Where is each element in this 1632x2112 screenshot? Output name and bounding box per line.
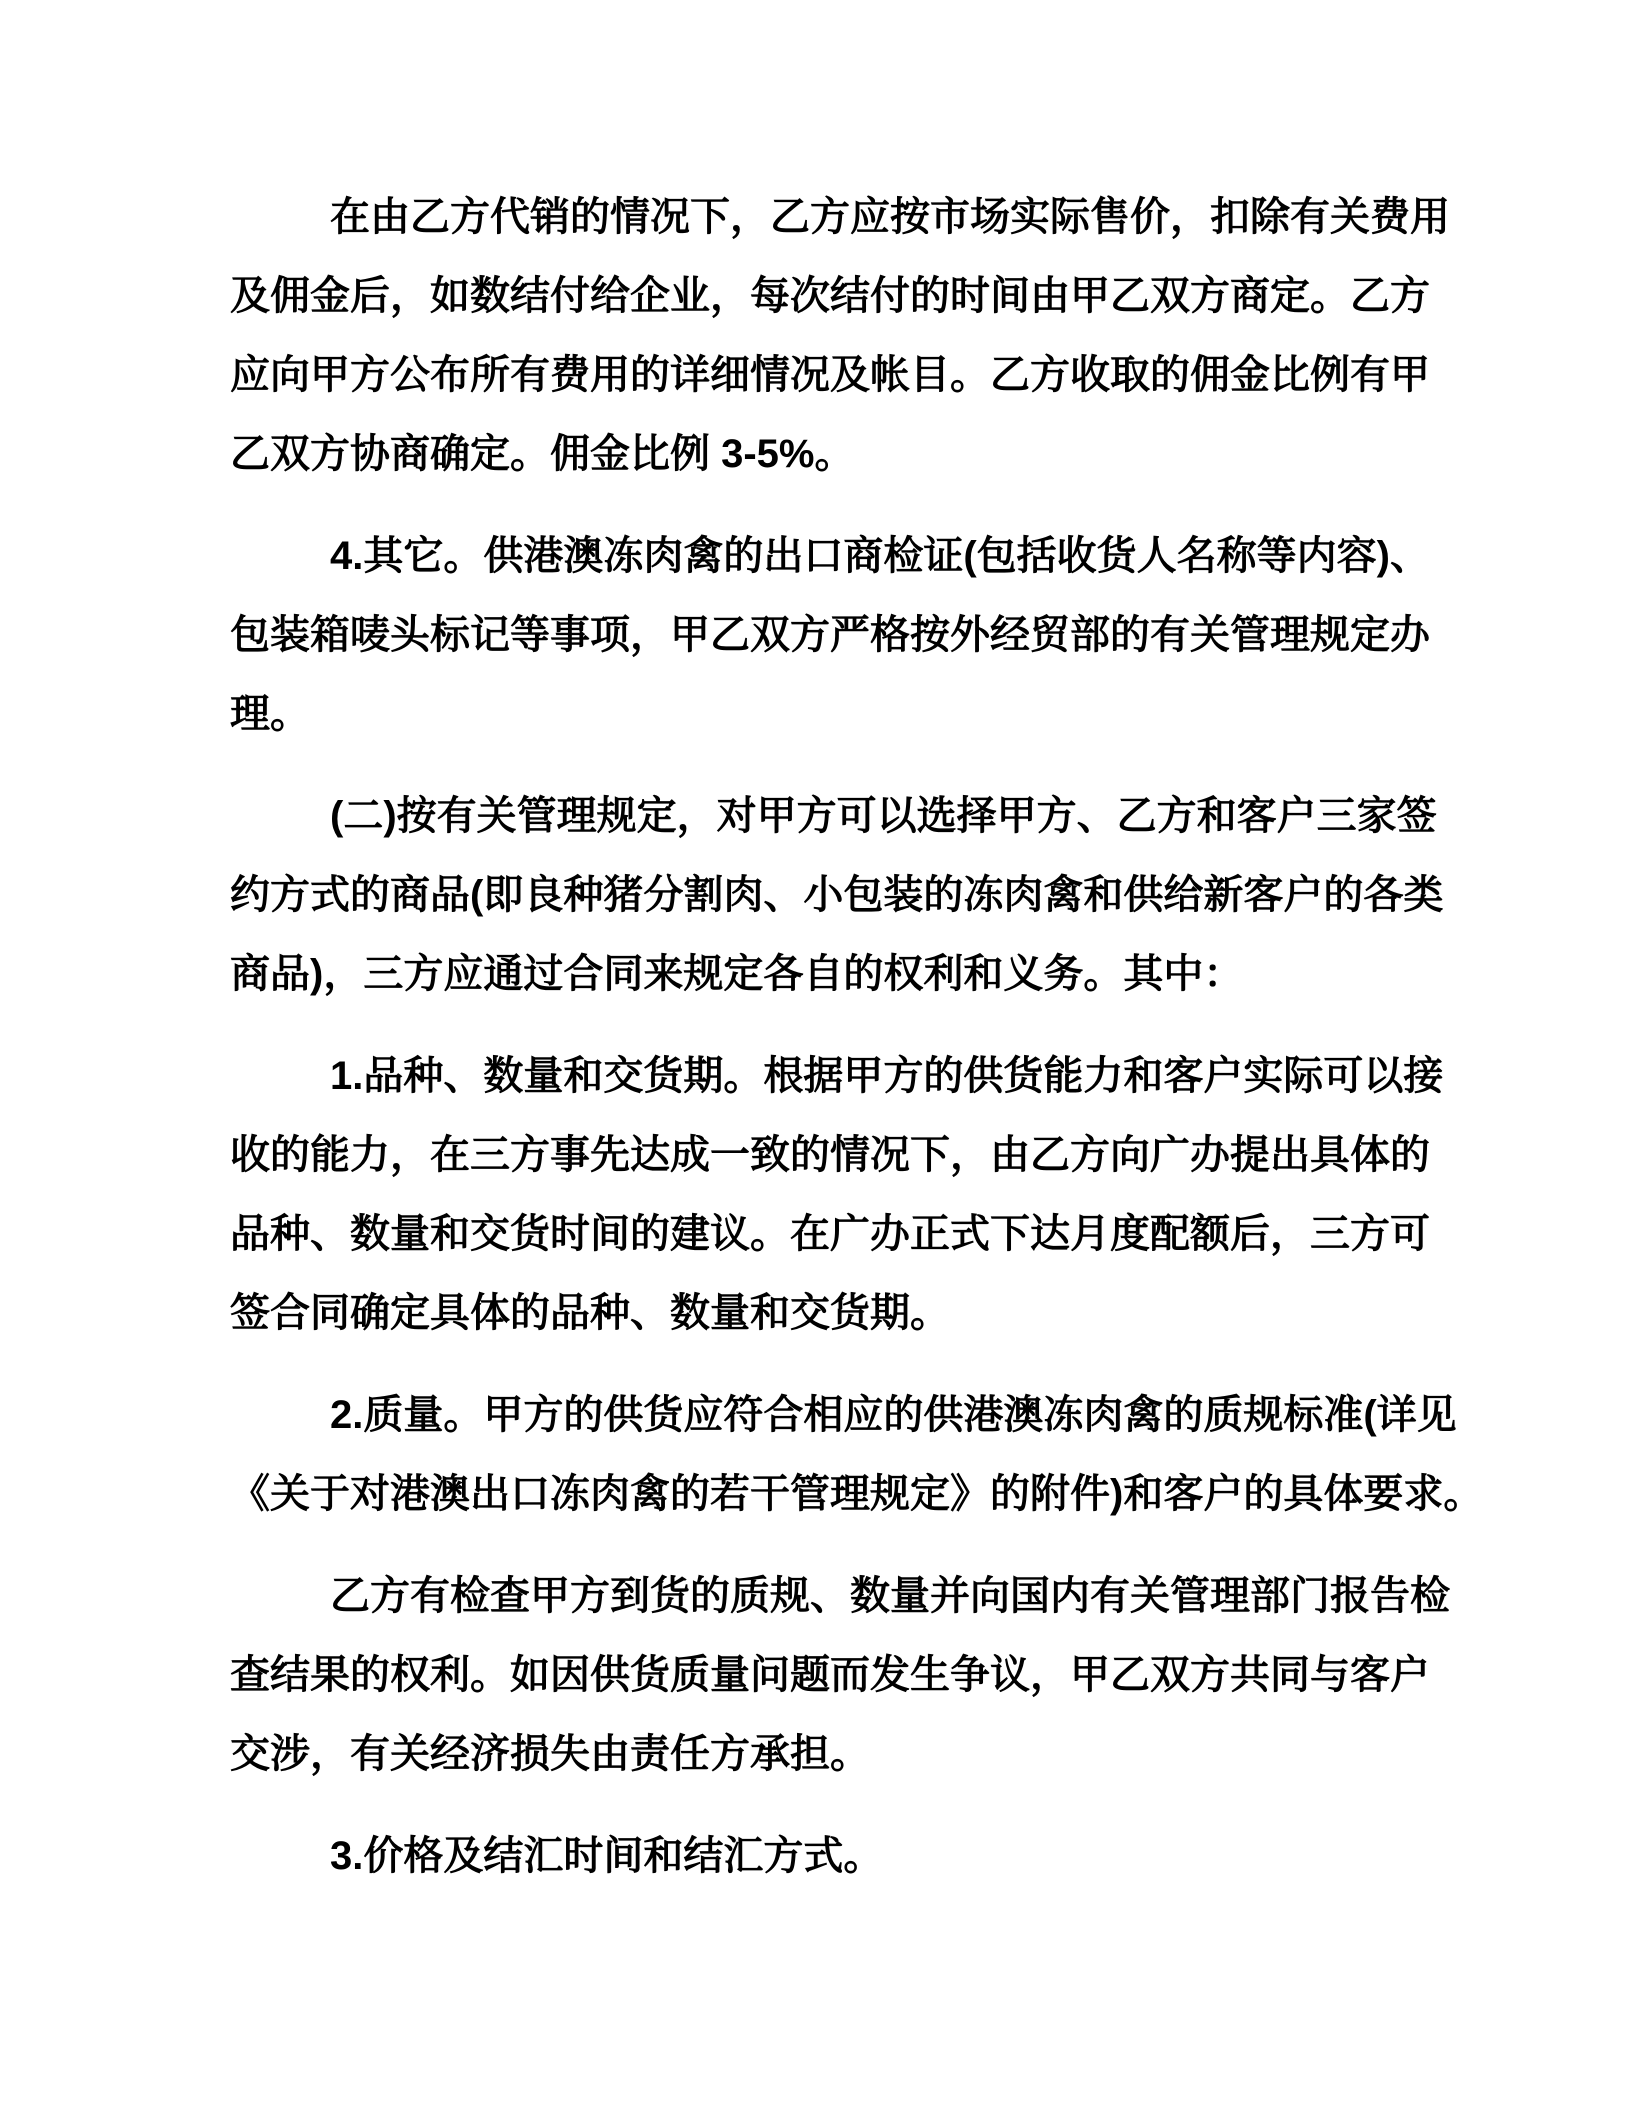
text-line: 及佣金后，如数结付给企业，每次结付的时间由甲乙双方商定。乙方 [230, 274, 1430, 318]
text-line: 收的能力，在三方事先达成一致的情况下，由乙方向广办提出具体的 [230, 1133, 1430, 1177]
text-line: 理。 [230, 692, 310, 736]
paragraph [230, 777, 1444, 1014]
paragraph [230, 1376, 1484, 1534]
document-body [230, 178, 1484, 1919]
paragraph [230, 517, 1435, 754]
text-line: 乙双方协商确定。佣金比例 3-5%。 [230, 432, 855, 476]
text-line: 4.其它。供港澳冻肉禽的出口商检证(包括收货人名称等内容)、 [330, 534, 1430, 578]
text-line: 《关于对港澳出口冻肉禽的若干管理规定》的附件)和客户的具体要求。 [230, 1472, 1484, 1516]
text-line: 查结果的权利。如因供货质量问题而发生争议，甲乙双方共同与客户 [230, 1653, 1430, 1697]
text-line: 2.质量。甲方的供货应符合相应的供港澳冻肉禽的质规标准(详见 [330, 1393, 1457, 1437]
text-line: 品种、数量和交货时间的建议。在广办正式下达月度配额后，三方可 [230, 1212, 1430, 1256]
text-line: 应向甲方公布所有费用的详细情况及帐目。乙方收取的佣金比例有甲 [230, 353, 1430, 397]
paragraph [230, 178, 1450, 494]
paragraph [230, 1037, 1444, 1353]
text-line: 乙方有检查甲方到货的质规、数量并向国内有关管理部门报告检 [330, 1574, 1450, 1618]
text-line: (二)按有关管理规定，对甲方可以选择甲方、乙方和客户三家签 [330, 794, 1437, 838]
paragraph [230, 1817, 1435, 1896]
text-line: 1.品种、数量和交货期。根据甲方的供货能力和客户实际可以接 [330, 1054, 1444, 1098]
text-line: 约方式的商品(即良种猪分割肉、小包装的冻肉禽和供给新客户的各类 [230, 873, 1444, 917]
text-line: 3.价格及结汇时间和结汇方式。 [330, 1834, 884, 1878]
text-line: 签合同确定具体的品种、数量和交货期。 [230, 1291, 950, 1335]
paragraph [230, 1557, 1450, 1794]
text-line: 包装箱唛头标记等事项，甲乙双方严格按外经贸部的有关管理规定办 [230, 613, 1430, 657]
text-line: 交涉，有关经济损失由责任方承担。 [230, 1732, 870, 1776]
text-line: 商品)，三方应通过合同来规定各自的权利和义务。其中： [230, 952, 1244, 996]
text-line: 在由乙方代销的情况下，乙方应按市场实际售价，扣除有关费用 [330, 195, 1450, 239]
